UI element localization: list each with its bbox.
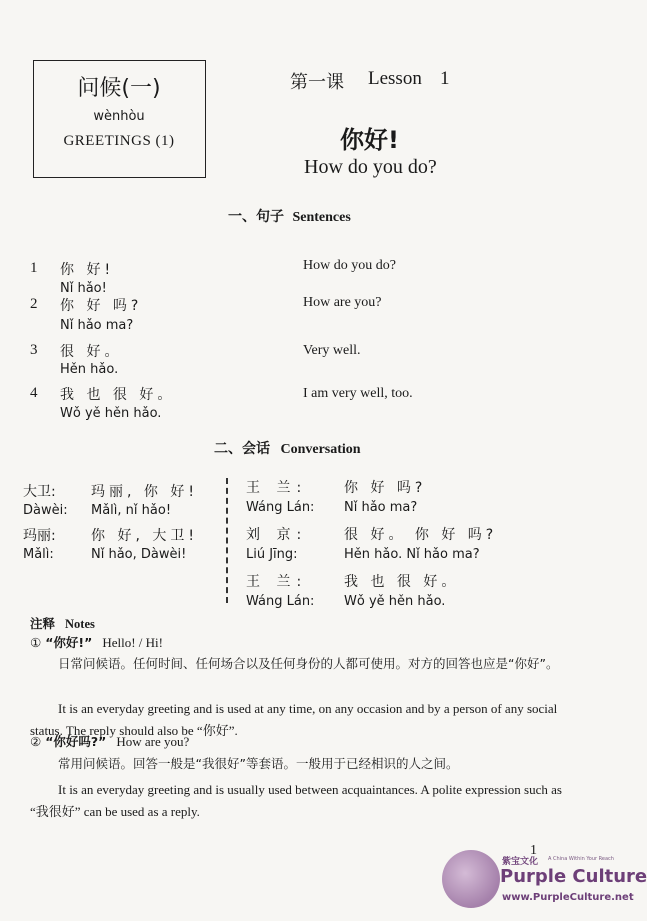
dialogue-line-pinyin: Nǐ hǎo, Dàwèi!: [91, 547, 187, 562]
watermark-tagline: A China Within Your Reach: [548, 856, 614, 862]
speaker-cn: 刘 京:: [246, 527, 308, 543]
note-marker: ②: [30, 734, 42, 749]
speaker-pinyin: Wáng Lán:: [246, 500, 315, 515]
sentence-pinyin: Wǒ yě hěn hǎo.: [60, 406, 162, 421]
note-gloss: How are you?: [116, 734, 190, 749]
note-gloss: Hello! / Hi!: [102, 635, 163, 650]
speaker-cn: 王 兰:: [246, 574, 308, 590]
dialogue-line-pinyin: Nǐ hǎo ma?: [344, 500, 418, 515]
dialogue-line-cn: 很 好。 你 好 吗?: [344, 527, 498, 543]
speaker-cn: 王 兰:: [246, 480, 308, 496]
lesson-title-en: How do you do?: [304, 156, 437, 178]
sentence-number: 4: [30, 385, 38, 401]
speaker-pinyin: Mǎlì:: [23, 547, 54, 562]
sentences-heading-en: Sentences: [292, 210, 351, 225]
watermark-url: www.PurpleCulture.net: [502, 892, 634, 903]
note-phrase: “你好!”: [45, 635, 93, 650]
sentence-cn: 很 好。: [60, 344, 123, 360]
sentence-number: 1: [30, 260, 38, 276]
watermark-brand-cn: 紫宝文化: [502, 857, 539, 867]
topic-pinyin: wènhòu: [93, 109, 145, 124]
speaker-pinyin: Dàwèi:: [23, 503, 68, 518]
sentence-number: 3: [30, 342, 38, 358]
note-marker: ①: [30, 635, 42, 650]
sentence-pinyin: Nǐ hǎo ma?: [60, 318, 134, 333]
notes-heading: [30, 614, 95, 632]
sentences-heading: [228, 206, 351, 226]
speaker-pinyin: Liú Jīng:: [246, 547, 298, 562]
dialogue-line-pinyin: Wǒ yě hěn hǎo.: [344, 594, 446, 609]
conversation-heading: [214, 438, 361, 458]
topic-english: GREETINGS (1): [63, 133, 175, 149]
page-number: 1: [530, 843, 537, 858]
purple-culture-logo-icon: [442, 850, 500, 908]
sentence-english: Very well.: [303, 343, 361, 358]
conversation-heading-en: Conversation: [280, 442, 361, 457]
sentence-cn: 我 也 很 好。: [60, 387, 176, 403]
sentence-pinyin: Hěn hǎo.: [60, 362, 119, 377]
note-body-en: It is an everyday greeting and is used at any time, on any occasion and by a person of any social status. The reply should also be “你好”.: [30, 701, 558, 738]
dialogue-line-cn: 你 好, 大卫!: [91, 528, 198, 544]
topic-box: [33, 60, 206, 178]
conversation-divider: [226, 478, 228, 603]
watermark: [440, 832, 647, 921]
note-phrase: “你好吗?”: [45, 734, 107, 749]
sentence-pinyin: Nǐ hǎo!: [60, 281, 107, 296]
dialogue-line-cn: 我 也 很 好。: [344, 574, 460, 590]
lesson-english: Lesson: [368, 68, 422, 89]
sentence-english: How do you do?: [303, 258, 396, 273]
speaker-pinyin: Wáng Lán:: [246, 594, 315, 609]
notes-heading-en: Notes: [65, 617, 95, 631]
lesson-label: 第一课: [290, 72, 344, 93]
dialogue-line-pinyin: Hěn hǎo. Nǐ hǎo ma?: [344, 547, 480, 562]
note-body-cn: 日常问候语。任何时间、任何场合以及任何身份的人都可使用。对方的回答也应是“你好”。: [58, 656, 559, 671]
dialogue-line-cn: 玛丽, 你 好!: [91, 484, 198, 500]
sentence-number: 2: [30, 296, 38, 312]
conversation-heading-cn: 二、会话: [214, 441, 270, 457]
sentences-heading-cn: 一、句子: [228, 209, 284, 225]
dialogue-line-cn: 你 好 吗?: [344, 480, 427, 496]
sentence-english: I am very well, too.: [303, 386, 413, 401]
note-title: [30, 633, 163, 651]
sentence-english: How are you?: [303, 295, 382, 310]
watermark-brand-en: Purple Culture: [500, 866, 647, 887]
sentence-cn: 你 好!: [60, 262, 115, 278]
speaker-cn: 大卫:: [23, 484, 56, 500]
dialogue-line-pinyin: Mǎlì, nǐ hǎo!: [91, 503, 172, 518]
lesson-title-cn: 你好!: [340, 126, 399, 154]
speaker-cn: 玛丽:: [23, 528, 56, 544]
note-title: [30, 732, 189, 750]
notes-heading-cn: 注释: [30, 616, 56, 631]
sentence-cn: 你 好 吗?: [60, 298, 143, 314]
topic-title: 问候(一): [77, 76, 161, 101]
note-body-cn: 常用问候语。回答一般是“我很好”等套语。一般用于已经相识的人之间。: [58, 756, 459, 771]
note-body-en: It is an everyday greeting and is usually used between acquaintances. A polite expression such as “我很好” can be used as a reply.: [30, 782, 562, 819]
lesson-number: 1: [440, 68, 450, 89]
